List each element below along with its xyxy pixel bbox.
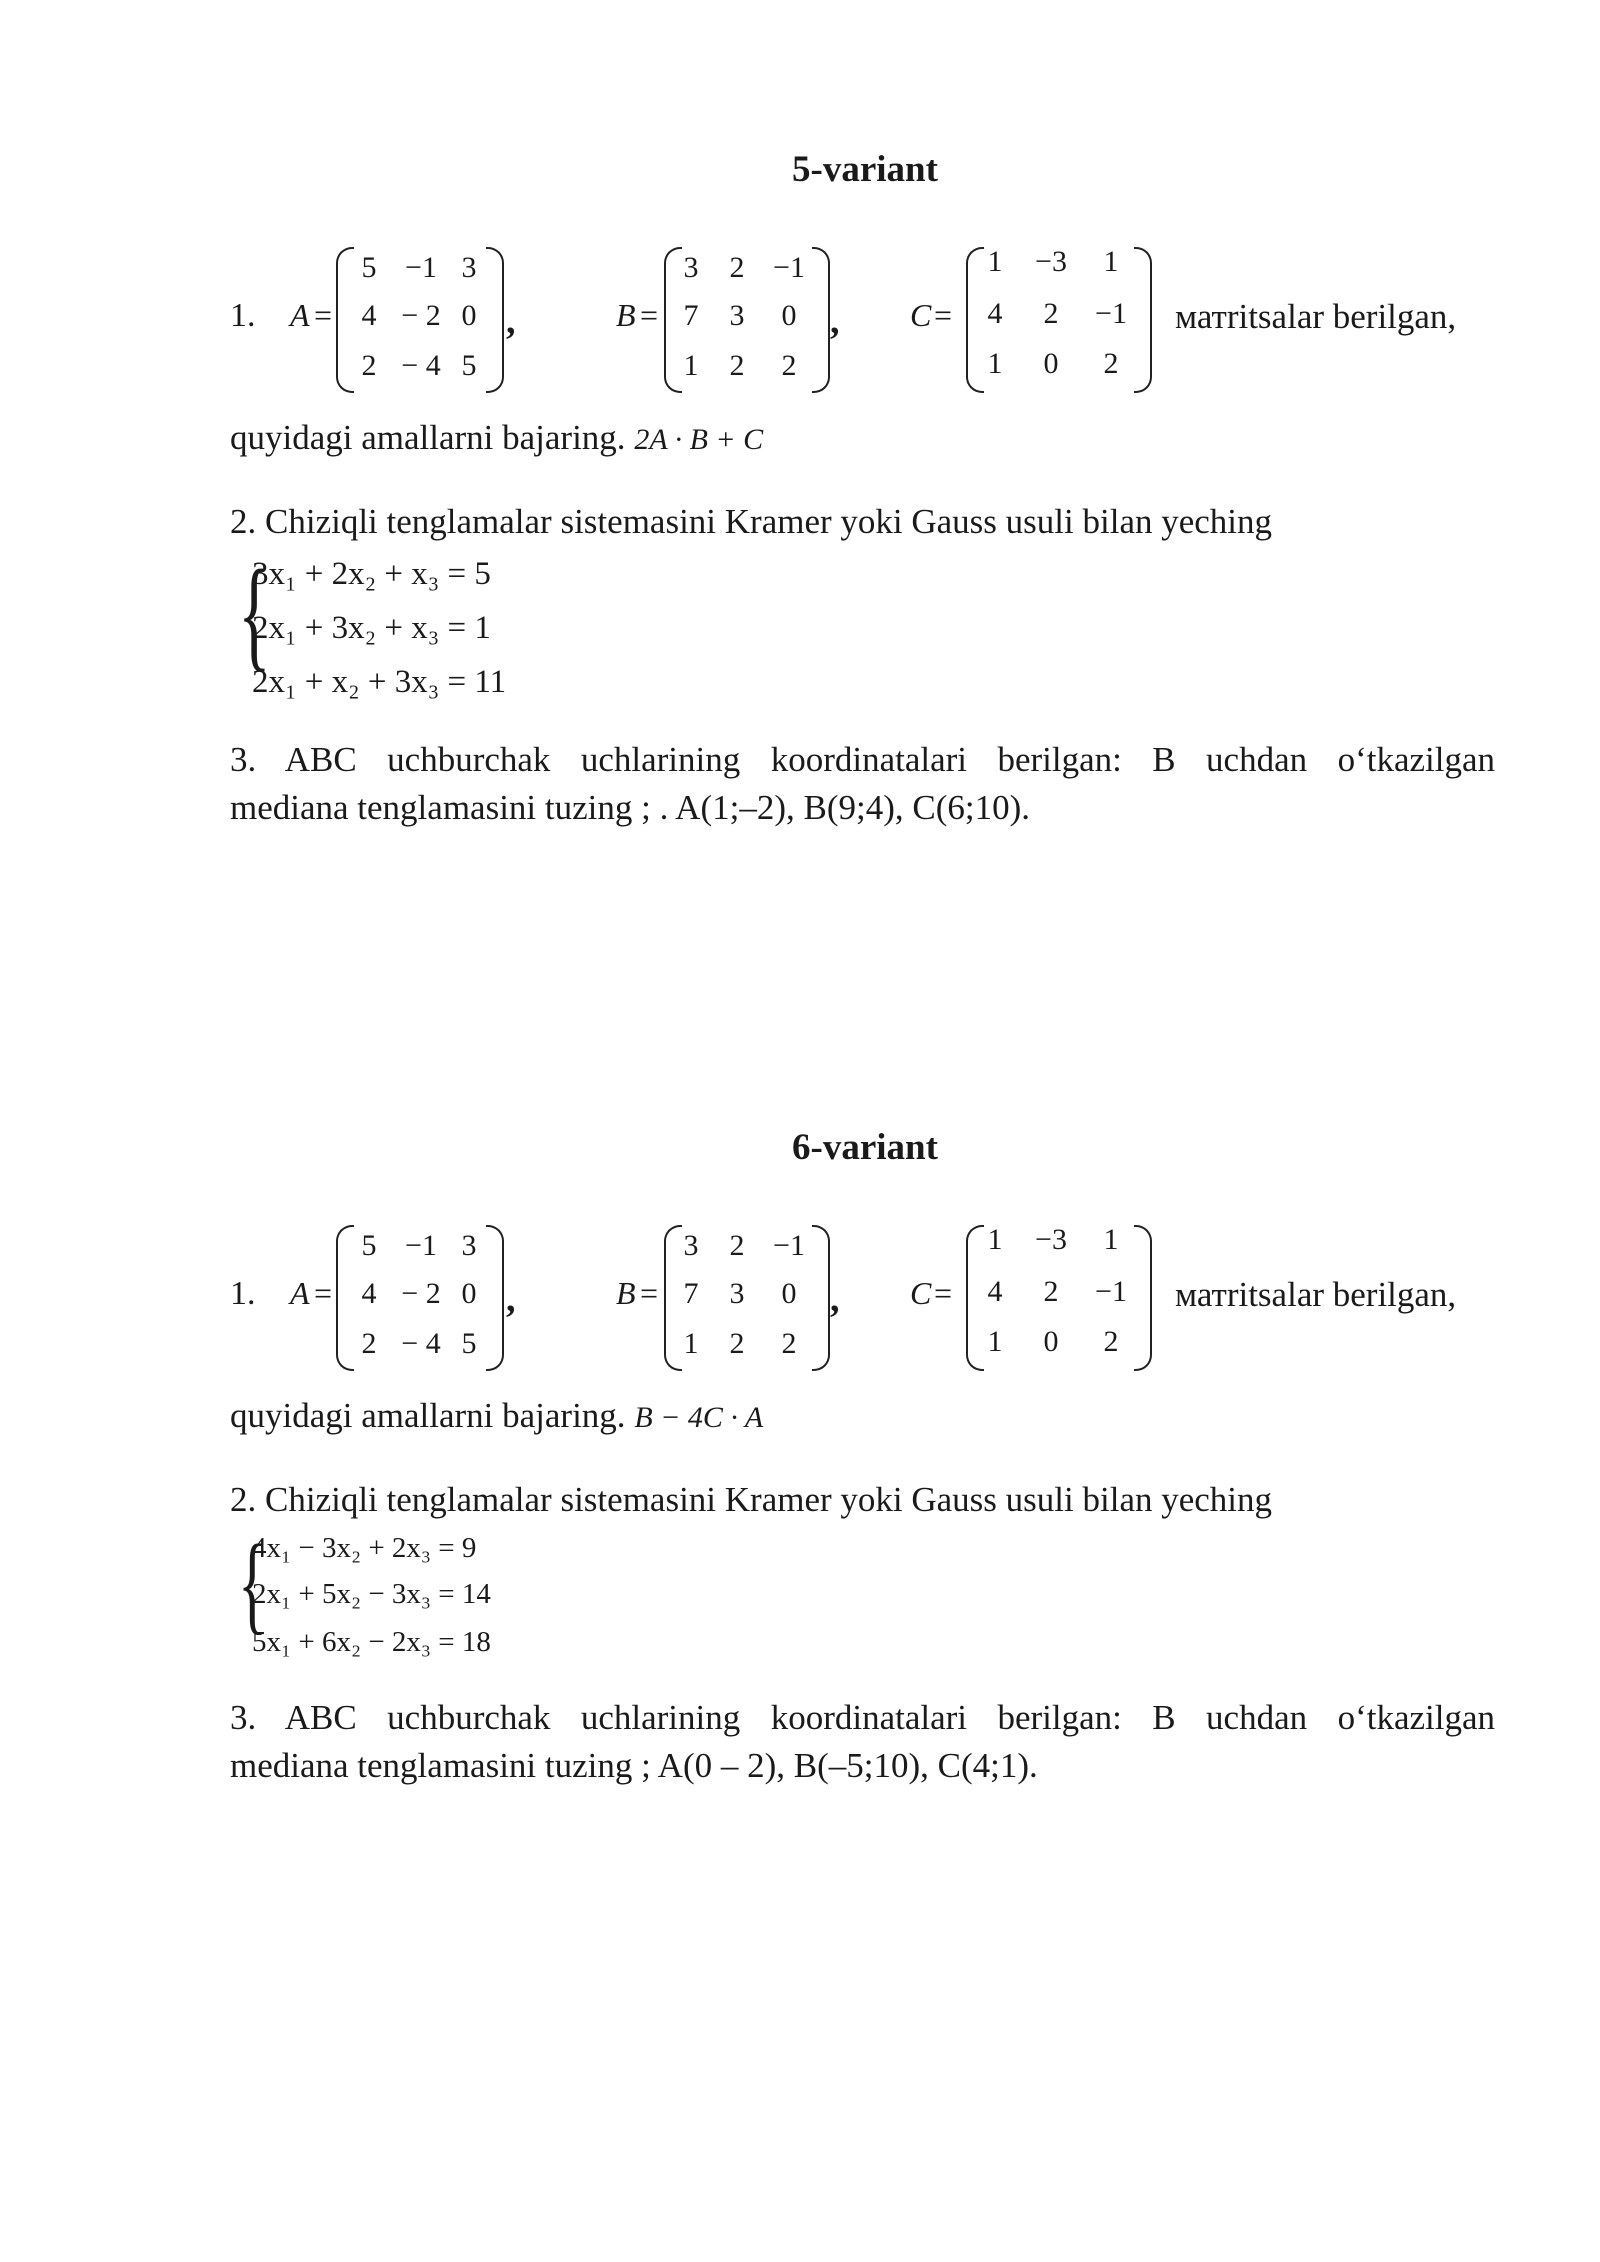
matrix-a-label: A — [290, 297, 310, 333]
matrix-cell: 2 — [1103, 347, 1119, 380]
given-text: матritsalar berilgan, — [1175, 1275, 1457, 1314]
problem-2-text: 2. Chiziqli tenglamalar sistemasini Kramer yoki Gauss usuli bilan yeching — [230, 502, 1273, 541]
matrix-cell: 0 — [781, 1277, 797, 1310]
matrix-cell: 1 — [987, 347, 1003, 380]
given-text: матritsalar berilgan, — [1175, 297, 1457, 336]
comma: , — [506, 300, 516, 342]
equation-1: 3x₁ + 2x₂ + x₃ = 5 — [252, 556, 491, 592]
matrix-cell: 2 — [729, 1229, 745, 1262]
task-line — [230, 418, 763, 458]
matrix-cell: 2 — [729, 1327, 745, 1360]
matrix-cell: 5 — [461, 349, 477, 382]
comma: , — [506, 1278, 516, 1320]
matrix-cell: 3 — [729, 1277, 745, 1310]
matrix-cell: 2 — [781, 349, 797, 382]
problem-3-line-1: 3. ABC uchburchak uchlarining koordinatalari berilgan: B uchdan o‘tkazilgan — [230, 1698, 1495, 1737]
matrix-cell: −1 — [773, 1229, 805, 1262]
matrix-cell: − 2 — [401, 299, 441, 332]
comma: , — [830, 1278, 840, 1320]
matrix-cell: 2 — [729, 349, 745, 382]
matrix-cell: 2 — [1043, 297, 1059, 330]
matrix-cell: −1 — [1095, 1275, 1127, 1308]
matrix-cell: 3 — [683, 251, 699, 284]
problem-3-line-2: mediana tenglamasini tuzing ; A(0 – 2), B(–5;10), C(4;1). — [230, 1746, 1038, 1785]
equation-1: 4x₁ − 3x₂ + 2x₃ = 9 — [252, 1532, 477, 1564]
problem-1-number: 1. — [230, 1275, 256, 1312]
matrix-cell: 7 — [683, 1277, 699, 1310]
task-line — [230, 1396, 763, 1436]
matrix-cell: −3 — [1035, 1223, 1067, 1256]
matrix-c-equals: = — [934, 297, 953, 333]
matrix-cell: 2 — [361, 1327, 377, 1360]
matrix-c — [910, 1223, 1170, 1373]
variant-title: 6-variant — [792, 1127, 938, 1168]
matrix-cell: 0 — [1043, 347, 1059, 380]
problem-3-line-1: 3. ABC uchburchak uchlarining koordinatalari berilgan: B uchdan o‘tkazilgan — [230, 740, 1495, 779]
matrix-cell: 2 — [781, 1327, 797, 1360]
matrix-cell: 1 — [683, 1327, 699, 1360]
problem-3-line-2: mediana tenglamasini tuzing ; . A(1;–2), B(9;4), C(6;10). — [230, 788, 1030, 827]
matrix-a-label: A — [290, 1275, 310, 1311]
task-expression: B − 4C · A — [634, 1401, 764, 1434]
matrix-cell: − 2 — [401, 1277, 441, 1310]
left-brace: { — [238, 545, 271, 682]
right-paren — [1134, 1225, 1152, 1371]
matrix-cell: 0 — [461, 1277, 477, 1310]
matrix-cell: 3 — [683, 1229, 699, 1262]
problem-1-row — [230, 245, 1500, 395]
equation-2: 2x₁ + 3x₂ + x₃ = 1 — [252, 610, 491, 646]
matrix-cell: −1 — [1095, 297, 1127, 330]
matrix-cell: 2 — [1103, 1325, 1119, 1358]
matrix-cell: 3 — [729, 299, 745, 332]
problem-2-text: 2. Chiziqli tenglamalar sistemasini Kramer yoki Gauss usuli bilan yeching — [230, 1480, 1273, 1519]
matrix-a-equals: = — [314, 1275, 333, 1311]
matrix-cell: 0 — [781, 299, 797, 332]
matrix-b-equals: = — [640, 297, 659, 333]
matrix-cell: − 4 — [401, 349, 441, 382]
matrix-cell: 4 — [361, 1277, 377, 1310]
matrix-a-equals: = — [314, 297, 333, 333]
matrix-cell: 0 — [1043, 1325, 1059, 1358]
matrix-cell: 2 — [1043, 1275, 1059, 1308]
matrix-cell: 3 — [461, 1229, 477, 1262]
matrix-cell: 4 — [987, 297, 1003, 330]
matrix-cell: 3 — [461, 251, 477, 284]
matrix-cell: 4 — [361, 299, 377, 332]
matrix-cell: 5 — [461, 1327, 477, 1360]
right-paren — [812, 247, 830, 393]
right-paren — [812, 1225, 830, 1371]
matrix-cell: 2 — [729, 251, 745, 284]
matrix-cell: −1 — [405, 251, 437, 284]
matrix-c-label: C — [910, 1275, 932, 1311]
equation-3: 5x₁ + 6x₂ − 2x₃ = 18 — [252, 1626, 491, 1658]
matrix-cell: 0 — [461, 299, 477, 332]
right-paren — [1134, 247, 1152, 393]
matrix-c — [910, 245, 1170, 395]
matrix-cell: 1 — [1103, 245, 1119, 278]
matrix-cell: 1 — [987, 1325, 1003, 1358]
right-paren — [486, 1225, 504, 1371]
matrix-cell: 7 — [683, 299, 699, 332]
matrix-c-label: C — [910, 297, 932, 333]
matrix-cell: 2 — [361, 349, 377, 382]
matrix-cell: −1 — [773, 251, 805, 284]
matrix-cell: − 4 — [401, 1327, 441, 1360]
matrix-cell: −3 — [1035, 245, 1067, 278]
matrix-cell: 1 — [987, 1223, 1003, 1256]
task-expression: 2A · B + C — [634, 423, 764, 456]
right-paren — [486, 247, 504, 393]
matrix-c-equals: = — [934, 1275, 953, 1311]
matrix-cell: 1 — [987, 245, 1003, 278]
problem-1-row — [230, 1223, 1500, 1373]
equation-2: 2x₁ + 5x₂ − 3x₃ = 14 — [252, 1578, 491, 1610]
matrix-cell: 1 — [1103, 1223, 1119, 1256]
matrix-b-label: B — [616, 1275, 636, 1311]
matrix-cell: 1 — [683, 349, 699, 382]
problem-1-number: 1. — [230, 297, 256, 334]
variant-title: 5-variant — [792, 149, 938, 190]
comma: , — [830, 300, 840, 342]
task-text: quyidagi amallarni bajaring. — [230, 418, 626, 457]
matrix-cell: 5 — [361, 251, 377, 284]
task-text: quyidagi amallarni bajaring. — [230, 1396, 626, 1435]
matrix-cell: 5 — [361, 1229, 377, 1262]
equation-3: 2x₁ + x₂ + 3x₃ = 11 — [252, 664, 507, 700]
matrix-cell: −1 — [405, 1229, 437, 1262]
left-brace: { — [238, 1522, 268, 1644]
matrix-b-equals: = — [640, 1275, 659, 1311]
matrix-b-label: B — [616, 297, 636, 333]
matrix-cell: 4 — [987, 1275, 1003, 1308]
